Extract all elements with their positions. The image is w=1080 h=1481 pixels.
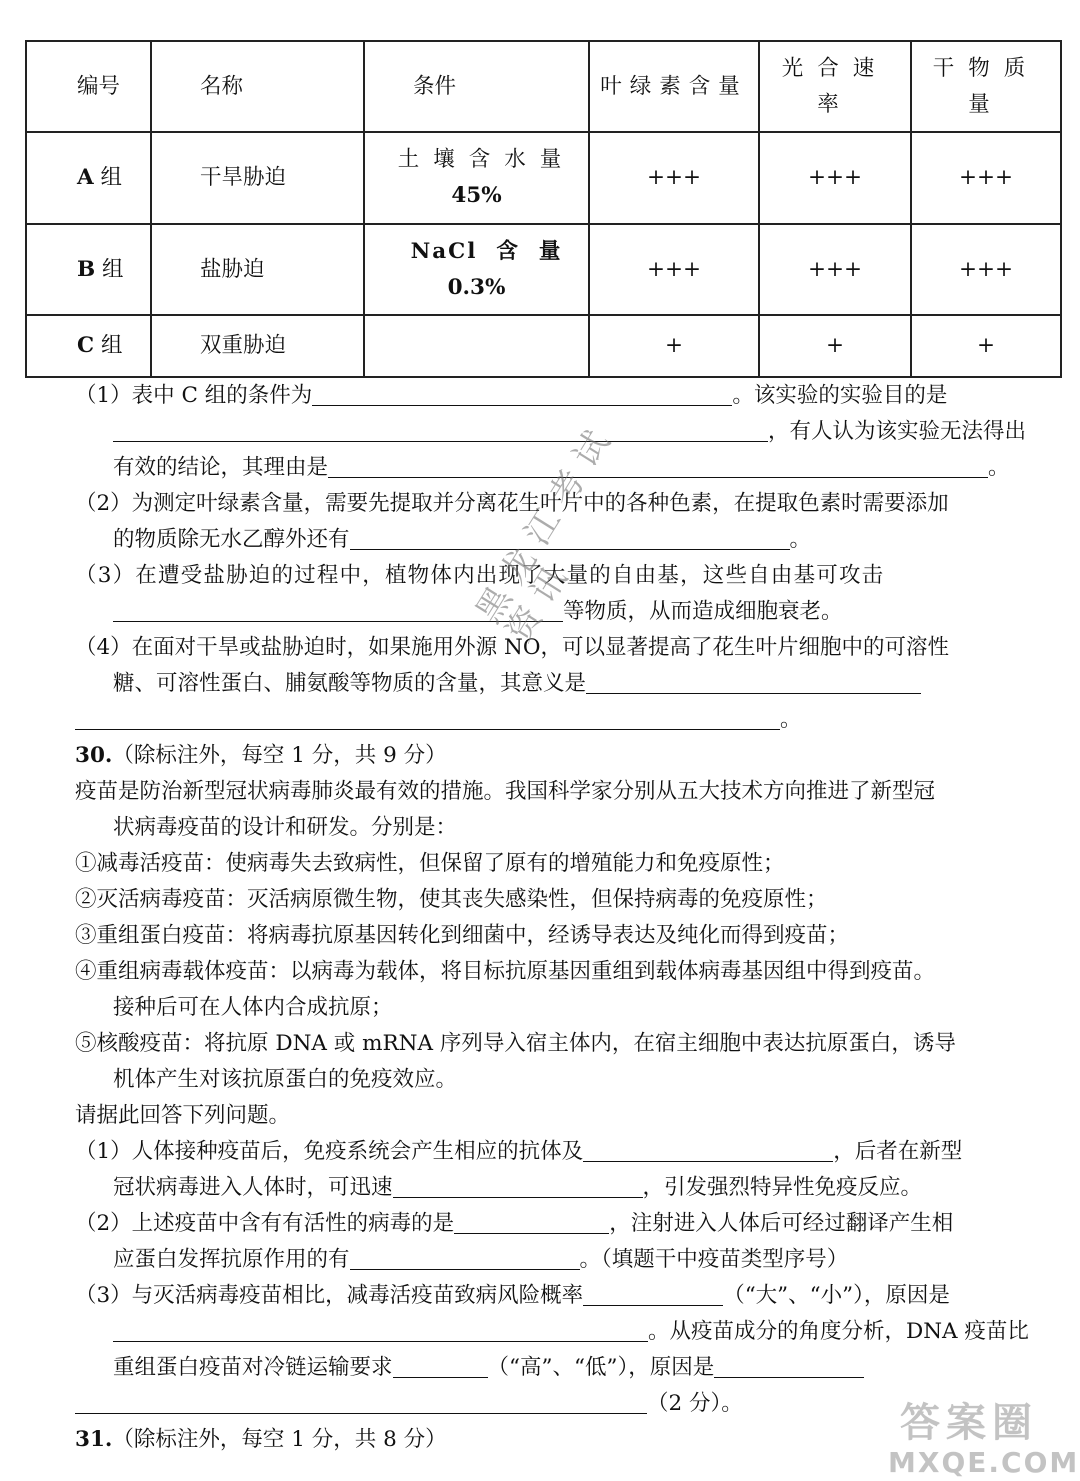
header-cell: 光合速率 xyxy=(759,41,911,132)
q30-prompt: 请据此回答下列问题。 xyxy=(75,1103,291,1128)
photosynthesis-cell: +++ xyxy=(759,224,911,315)
q29-line xyxy=(75,450,1050,486)
group-letter: C xyxy=(77,333,95,358)
q30-line xyxy=(75,882,1050,918)
q30-line xyxy=(75,990,1050,1026)
q30-line xyxy=(75,1098,1050,1134)
table-header-row xyxy=(26,41,1061,132)
dry-matter-cell: +++ xyxy=(911,132,1061,224)
q30-line xyxy=(75,918,1050,954)
q30-line xyxy=(75,774,1050,810)
q29-p3-text: （3）在遭受盐胁迫的过程中，植物体内出现了大量的自由基，这些自由基可攻击 xyxy=(75,563,885,588)
table-row xyxy=(26,315,1061,377)
table-row xyxy=(26,224,1061,315)
answer-blank[interactable] xyxy=(113,419,768,442)
condition-cell xyxy=(364,315,589,377)
q29-line xyxy=(75,702,1050,738)
logo-text: 答案圈 xyxy=(900,1400,1038,1446)
q30-q2-text: ，注射进入人体后可经过翻译产生相 xyxy=(609,1211,954,1236)
table-row xyxy=(26,132,1061,224)
answer-blank[interactable] xyxy=(454,1211,609,1234)
group-suffix: 组 xyxy=(93,165,123,190)
group-name-cell: 干旱胁迫 xyxy=(151,132,364,224)
q29-p3-text: 等物质，从而造成细胞衰老。 xyxy=(563,599,843,624)
vaccine-item: 机体产生对该抗原蛋白的免疫效应。 xyxy=(113,1067,458,1092)
group-name-cell: 盐胁迫 xyxy=(151,224,364,315)
q29-p1-text: 。该实验的实验目的是 xyxy=(732,383,948,408)
q30-q3-text: （“高”、“低”），原因是 xyxy=(487,1355,715,1380)
vaccine-item: ③重组蛋白疫苗：将病毒抗原基因转化到细菌中，经诱导表达及纯化而得到疫苗； xyxy=(75,923,850,948)
q30-line xyxy=(75,1026,1050,1062)
experiment-table xyxy=(25,40,1062,378)
group-suffix: 组 xyxy=(94,333,123,358)
vaccine-item: ②灭活病毒疫苗：灭活病原微生物，使其丧失感染性，但保持病毒的免疫原性； xyxy=(75,887,828,912)
answer-blank[interactable] xyxy=(393,1175,643,1198)
score-note: （除标注外，每空 1 分，共 9 分） xyxy=(112,743,447,768)
group-suffix: 组 xyxy=(95,256,124,282)
header-cell: 条件 xyxy=(364,41,589,132)
answer-blank[interactable] xyxy=(113,599,563,622)
q29-line xyxy=(75,486,1050,522)
q30-line xyxy=(75,1206,1050,1242)
answer-blank[interactable] xyxy=(350,1247,580,1270)
q30-q3-text: （“大”、“小”），原因是 xyxy=(723,1283,950,1308)
q29-p4-text: （4）在面对干旱或盐胁迫时，如果施用外源 NO，可以显著提高了花生叶片细胞中的可溶性 xyxy=(75,635,949,660)
condition-line1: 土壤含水量 xyxy=(397,147,576,172)
q30-q3-text: 。从疫苗成分的角度分析，DNA 疫苗比 xyxy=(648,1319,1029,1344)
answer-blank[interactable] xyxy=(583,1139,833,1162)
q30-line xyxy=(75,1170,1050,1206)
condition-line1: NaCl 含 量 xyxy=(410,238,563,264)
answer-blank[interactable] xyxy=(75,707,780,730)
q30-intro: 疫苗是防治新型冠状病毒肺炎最有效的措施。我国科学家分别从五大技术方向推进了新型冠 xyxy=(75,779,936,804)
score-note: （除标注外，每空 1 分，共 8 分） xyxy=(112,1427,447,1452)
dry-matter-cell: +++ xyxy=(911,224,1061,315)
q30-q1-text: ，后者在新型 xyxy=(833,1139,963,1164)
answer-blank[interactable] xyxy=(75,1391,647,1414)
photosynthesis-cell: + xyxy=(759,315,911,377)
q29-line xyxy=(75,414,1050,450)
group-id-cell xyxy=(26,315,151,377)
q29-line xyxy=(75,522,1050,558)
chlorophyll-cell: + xyxy=(589,315,759,377)
answer-blank[interactable] xyxy=(328,455,988,478)
header-cell: 名称 xyxy=(151,41,364,132)
site-logo xyxy=(880,1400,1080,1479)
vaccine-item: ④重组病毒载体疫苗：以病毒为载体，将目标抗原基因重组到载体病毒基因组中得到疫苗。 xyxy=(75,959,936,984)
q29-p2-text: （2）为测定叶绿素含量，需要先提取并分离花生叶片中的各种色素，在提取色素时需要添加 xyxy=(75,491,949,516)
group-id-cell xyxy=(26,224,151,315)
q30-q2-text: 。（填题干中疫苗类型序号） xyxy=(579,1247,849,1272)
q30-q1-text: ，引发强烈特异性免疫反应。 xyxy=(642,1175,923,1200)
condition-line2: 0.3% xyxy=(447,274,506,300)
q30-q2-text: 应蛋白发挥抗原作用的有 xyxy=(113,1247,350,1272)
q29-p1-text: ，有人认为该实验无法得出 xyxy=(768,419,1027,444)
q29-line xyxy=(75,558,1050,594)
q29-p1-text: 。 xyxy=(988,455,1010,480)
answer-blank[interactable] xyxy=(350,527,790,550)
group-letter: B xyxy=(77,256,96,282)
answer-blank[interactable] xyxy=(583,1283,723,1306)
chlorophyll-cell: +++ xyxy=(589,132,759,224)
q29-line xyxy=(75,666,1050,702)
q30-line xyxy=(75,1062,1050,1098)
q29-line xyxy=(75,594,1050,630)
condition-cell xyxy=(364,132,589,224)
answer-blank[interactable] xyxy=(312,383,732,406)
header-cell: 叶绿素含量 xyxy=(589,41,759,132)
q29-p2-text: 的物质除无水乙醇外还有 xyxy=(113,527,350,552)
vaccine-item: 接种后可在人体内合成抗原； xyxy=(113,995,393,1020)
answer-blank[interactable] xyxy=(714,1355,864,1378)
q30-line xyxy=(75,810,1050,846)
q30-line xyxy=(75,1314,1050,1350)
vaccine-item: ⑤核酸疫苗：将抗原 DNA 或 mRNA 序列导入宿主体内，在宿主细胞中表达抗原蛋白，诱导 xyxy=(75,1031,956,1056)
q30-q2-text: （2）上述疫苗中含有有活性的病毒的是 xyxy=(75,1211,455,1236)
photosynthesis-cell: +++ xyxy=(759,132,911,224)
group-letter: A xyxy=(77,165,94,190)
q29-line xyxy=(75,378,1050,414)
group-name-cell: 双重胁迫 xyxy=(151,315,364,377)
question-number: 31. xyxy=(75,1427,113,1452)
dry-matter-cell: + xyxy=(911,315,1061,377)
q30-line xyxy=(75,1278,1050,1314)
q29-p4-text: 糖、可溶性蛋白、脯氨酸等物质的含量，其意义是 xyxy=(113,671,587,696)
condition-cell xyxy=(364,224,589,315)
answer-blank[interactable] xyxy=(586,671,921,694)
watermark-text: 黑龙江考试资讯 xyxy=(468,413,625,650)
q29-p2-text: 。 xyxy=(789,527,812,552)
header-cell: 编号 xyxy=(26,41,151,132)
chlorophyll-cell: +++ xyxy=(589,224,759,315)
q30-line xyxy=(75,1134,1050,1170)
q30-q3-text: （2 分）。 xyxy=(647,1391,743,1416)
q29-p4-text: 。 xyxy=(780,707,802,732)
q30-line xyxy=(75,1350,1050,1386)
q30-q1-text: （1）人体接种疫苗后，免疫系统会产生相应的抗体及 xyxy=(75,1139,584,1164)
logo-domain: MXQE.COM xyxy=(888,1446,1080,1479)
q29-p1-text: （1）表中 C 组的条件为 xyxy=(75,383,313,408)
group-id-cell xyxy=(26,132,151,224)
vaccine-item: ①减毒活疫苗：使病毒失去致病性，但保留了原有的增殖能力和免疫原性； xyxy=(75,851,785,876)
condition-line2: 45% xyxy=(451,183,502,208)
answer-blank[interactable] xyxy=(393,1355,488,1378)
question-number: 30. xyxy=(75,743,113,768)
q29-line xyxy=(75,630,1050,666)
q29-p1-text: 有效的结论，其理由是 xyxy=(113,455,329,480)
answer-blank[interactable] xyxy=(113,1319,648,1342)
q30-line xyxy=(75,954,1050,990)
q30-line xyxy=(75,846,1050,882)
q30-line xyxy=(75,1242,1050,1278)
q30-q3-text: （3）与灭活病毒疫苗相比，减毒活疫苗致病风险概率 xyxy=(75,1283,584,1308)
q30-intro: 状病毒疫苗的设计和研发。分别是： xyxy=(113,815,458,840)
q30-q1-text: 冠状病毒进入人体时，可迅速 xyxy=(113,1175,393,1200)
header-cell: 干物质量 xyxy=(911,41,1061,132)
question-content xyxy=(75,378,1050,1458)
q30-q3-text: 重组蛋白疫苗对冷链运输要求 xyxy=(113,1355,393,1380)
q30-heading xyxy=(75,738,1050,774)
